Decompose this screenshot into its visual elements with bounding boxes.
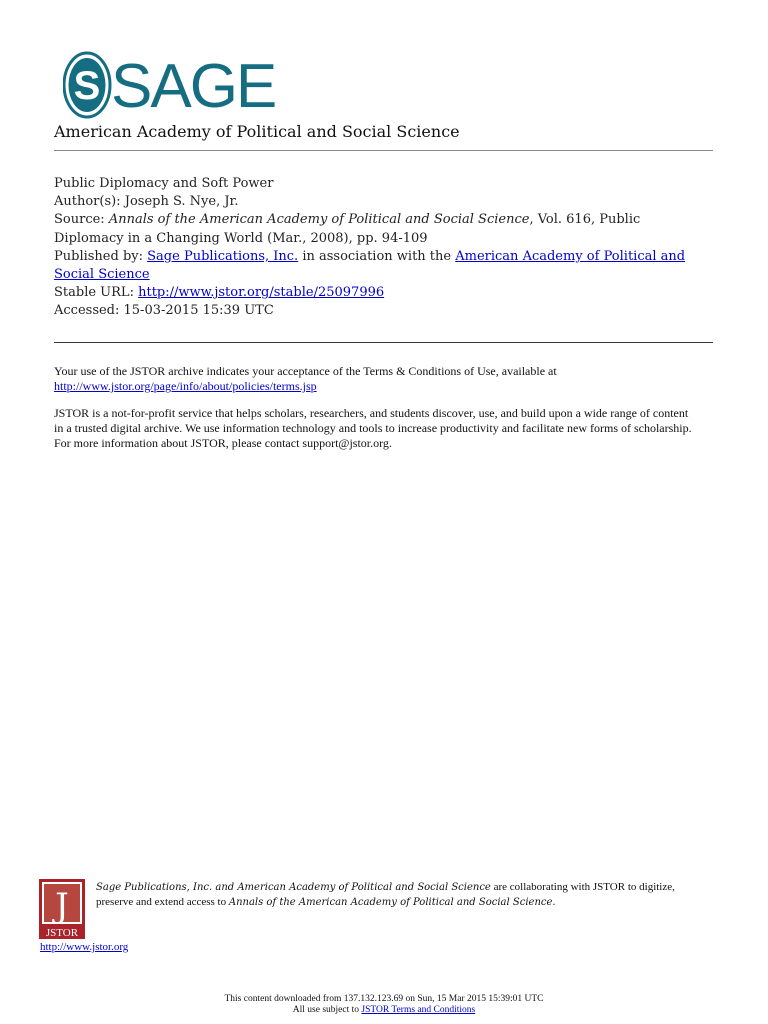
stable-url-line: Stable URL: http://www.jstor.org/stable/25097996 [54, 285, 385, 301]
source-line-2: Diplomacy in a Changing World (Mar., 2008), pp. 94-109 [54, 230, 428, 246]
published-by-line: Published by: Sage Publications, Inc. in association with the American Academy of Political and [54, 248, 686, 264]
source-line: Source: Annals of the American Academy of Political and Social Science, Vol. 616, Public [54, 212, 641, 228]
sage-emblem-icon [63, 47, 115, 123]
association-link[interactable]: American Academy of Political and [455, 248, 686, 264]
jstor-url [40, 941, 128, 953]
sage-logo [63, 47, 275, 123]
svg-text:S: S [73, 64, 101, 108]
publisher-link[interactable]: Sage Publications, Inc. [147, 248, 299, 264]
terms-link[interactable]: http://www.jstor.org/page/info/about/policies/terms.jsp [54, 379, 317, 393]
stable-url-link[interactable]: http://www.jstor.org/stable/25097996 [138, 285, 385, 301]
svg-text:J: J [55, 886, 69, 926]
terms-paragraph: Your use of the JSTOR archive indicates your acceptance of the Terms & Conditions of Use, available at http://www.jstor.org/page/info/about/policies/terms.jsp [54, 364, 557, 393]
source-volume: , Vol. 616, Public [529, 212, 641, 228]
download-notice: This content downloaded from 137.132.123.69 on Sun, 15 Mar 2015 15:39:01 UTC [224, 994, 544, 1004]
jstor-logo-icon [39, 879, 85, 939]
article-metadata [54, 175, 714, 321]
sage-wordmark: SAGE [111, 52, 276, 121]
association-link-cont[interactable]: Social Science [54, 267, 150, 283]
article-title: Public Diplomacy and Soft Power [54, 176, 274, 191]
collaboration-note: Sage Publications, Inc. and American Academy of Political and Social Science are collaborating with JSTOR to digitize, preserve and extend access to Annals of the American Academy of Political and Social Science. [96, 881, 675, 908]
authors: Joseph S. Nye, Jr. [124, 194, 239, 210]
jstor-url-link[interactable]: http://www.jstor.org [40, 941, 129, 953]
jstor-logo-text: JSTOR [45, 927, 79, 939]
authors-line: Author(s): Joseph S. Nye, Jr. [54, 194, 239, 210]
accessed-line: Accessed: 15-03-2015 15:39 UTC [54, 303, 274, 319]
journal-title: American Academy of Political and Social Science [54, 122, 460, 141]
source-journal: Annals of the American Academy of Political and Social Science [108, 212, 530, 228]
metadata-divider [54, 342, 713, 343]
published-by-line-2 [54, 266, 714, 284]
jstor-terms-link[interactable]: JSTOR Terms and Conditions [361, 1005, 476, 1015]
terms-notice: All use subject to JSTOR Terms and Conditions [292, 1005, 476, 1015]
jstor-info-paragraph: JSTOR is a not-for-profit service that helps scholars, researchers, and students discover, use, and build upon a wide range of content in a trusted digital archive. We use information technology and tools to increase productivity and facilitate new forms of scholarship. For more information about JSTOR, please contact support@jstor.org. [54, 406, 692, 450]
header-divider [54, 150, 713, 151]
terms-section [54, 364, 724, 463]
